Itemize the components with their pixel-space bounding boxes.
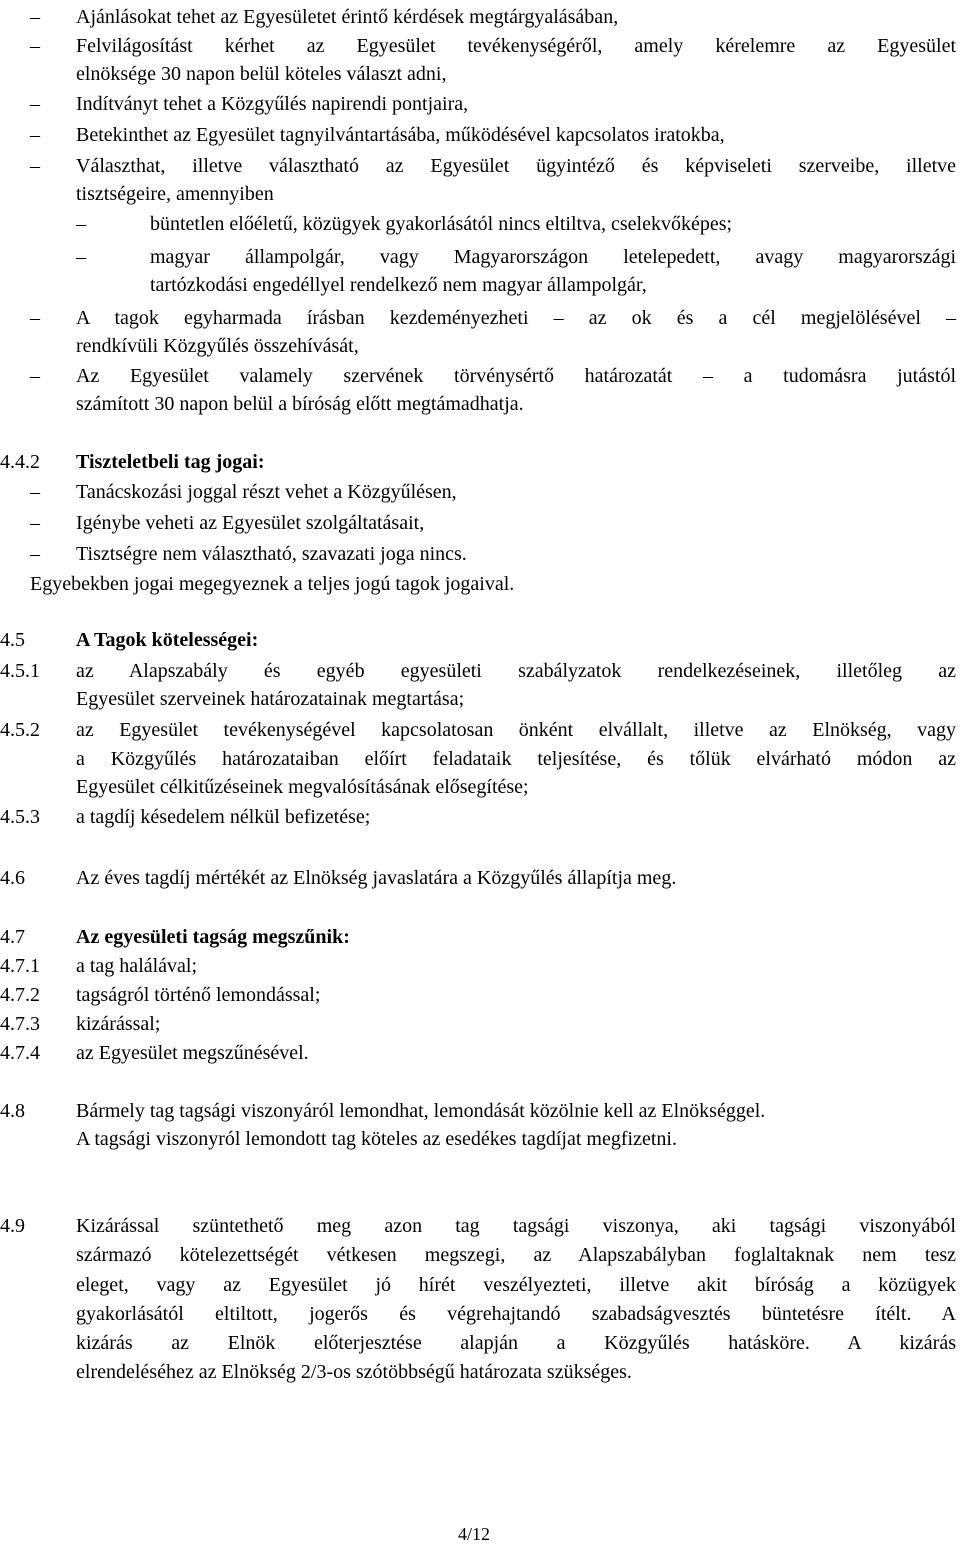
item-text: a tagdíj késedelem nélkül befizetése; (76, 806, 371, 828)
section-number: 4.9 (0, 1215, 25, 1237)
item-number: 4.5.3 (0, 806, 40, 828)
paragraph-text: Kizárással szüntethető meg azon tag tagsági viszonya, aki tagsági viszonyából (76, 1215, 956, 1237)
paragraph-text: gyakorlásától eltiltott, jogerős és végrehajtandó szabadságvesztés büntetésre ítélt. A (76, 1303, 956, 1325)
paragraph-text: A tagsági viszonyról lemondott tag köteles az esedékes tagdíjat megfizetni. (76, 1128, 677, 1150)
item-text: az Egyesület megszűnésével. (76, 1042, 309, 1064)
sub-list-item-text: magyar állampolgár, vagy Magyarországon letelepedett, avagy magyarországi (150, 246, 956, 268)
item-text: a tag halálával; (76, 955, 198, 977)
item-number: 4.5.1 (0, 660, 40, 682)
list-dash: – (30, 307, 40, 329)
list-item-text: számított 30 napon belül a bíróság előtt megtámadhatja. (76, 393, 524, 415)
paragraph-text: eleget, vagy az Egyesület jó hírét veszélyezteti, illetve akit bíróság a közügyek (76, 1274, 956, 1296)
section-number: 4.6 (0, 867, 25, 889)
section-number: 4.5 (0, 629, 25, 651)
item-text: a Közgyűlés határozataiban előírt feladataik teljesítése, és tőlük elvárható módon az (76, 748, 956, 770)
item-text: Egyesület szerveinek határozatainak megtartása; (76, 688, 465, 710)
list-item-text: Ajánlásokat tehet az Egyesületet érintő kérdések megtárgyalásában, (76, 6, 619, 28)
section-number: 4.8 (0, 1100, 25, 1122)
list-dash: – (30, 35, 40, 57)
list-dash: – (30, 543, 40, 565)
page-number: 4/12 (458, 1524, 491, 1544)
paragraph-text: Egyebekben jogai megegyeznek a teljes jogú tagok jogaival. (30, 573, 515, 595)
paragraph-text: elrendeléséhez az Elnökség 2/3-os szótöbbségű határozata szükséges. (76, 1361, 632, 1383)
list-item-text: rendkívüli Közgyűlés összehívását, (76, 335, 359, 357)
section-title: Tiszteletbeli tag jogai: (76, 451, 265, 473)
list-dash: – (30, 512, 40, 534)
item-text: kizárással; (76, 1013, 161, 1035)
list-item-text: Az Egyesület valamely szervének törvénysértő határozatát – a tudomásra jutástól (76, 365, 956, 387)
sub-list-item-text: büntetlen előéletű, közügyek gyakorlásától nincs eltiltva, cselekvőképes; (150, 213, 733, 235)
item-text: az Egyesület tevékenységével kapcsolatosan önként elvállalt, illetve az Elnökség, vagy (76, 719, 956, 741)
section-number: 4.7 (0, 926, 25, 948)
list-item-text: elnöksége 30 napon belül köteles választ adni, (76, 63, 447, 85)
section-number: 4.4.2 (0, 451, 40, 473)
item-number: 4.7.4 (0, 1042, 40, 1064)
list-dash: – (30, 481, 40, 503)
sub-list-dash: – (76, 213, 86, 235)
item-number: 4.7.1 (0, 955, 40, 977)
item-number: 4.5.2 (0, 719, 40, 741)
list-item-text: Tanácskozási joggal részt vehet a Közgyűlésen, (76, 481, 457, 503)
paragraph-text: Az éves tagdíj mértékét az Elnökség javaslatára a Közgyűlés állapítja meg. (76, 867, 677, 889)
item-number: 4.7.2 (0, 984, 40, 1006)
item-number: 4.7.3 (0, 1013, 40, 1035)
sub-list-dash: – (76, 246, 86, 268)
list-item-text: Igénybe veheti az Egyesület szolgáltatásait, (76, 512, 425, 534)
paragraph-text: Bármely tag tagsági viszonyáról lemondhat, lemondását közölnie kell az Elnökséggel. (76, 1100, 766, 1122)
item-text: Egyesület célkitűzéseinek megvalósításának elősegítése; (76, 776, 529, 798)
list-item-text: Indítványt tehet a Közgyűlés napirendi pontjaira, (76, 93, 469, 115)
list-dash: – (30, 6, 40, 28)
sub-list-item-text: tartózkodási engedéllyel rendelkező nem magyar állampolgár, (150, 274, 647, 296)
item-text: az Alapszabály és egyéb egyesületi szabályzatok rendelkezéseinek, illetőleg az (76, 660, 956, 682)
list-dash: – (30, 365, 40, 387)
list-item-text: Betekinthet az Egyesület tagnyilvántartásába, működésével kapcsolatos iratokba, (76, 124, 725, 146)
list-item-text: Választhat, illetve választható az Egyesület ügyintéző és képviseleti szerveibe, illetve (76, 155, 956, 177)
list-item-text: Felvilágosítást kérhet az Egyesület tevékenységéről, amely kérelemre az Egyesület (76, 35, 956, 57)
item-text: tagságról történő lemondással; (76, 984, 321, 1006)
list-dash: – (30, 155, 40, 177)
paragraph-text: kizárás az Elnök előterjesztése alapján a Közgyűlés hatásköre. A kizárás (76, 1332, 956, 1354)
list-dash: – (30, 124, 40, 146)
list-item-text: Tisztségre nem választható, szavazati joga nincs. (76, 543, 467, 565)
section-title: Az egyesületi tagság megszűnik: (76, 926, 350, 948)
section-title: A Tagok kötelességei: (76, 629, 259, 651)
paragraph-text: származó kötelezettségét vétkesen megszegi, az Alapszabályban foglaltaknak nem tesz (76, 1244, 956, 1266)
list-dash: – (30, 93, 40, 115)
list-item-text: A tagok egyharmada írásban kezdeményezheti – az ok és a cél megjelölésével – (76, 307, 956, 329)
list-item-text: tisztségeire, amennyiben (76, 183, 274, 205)
